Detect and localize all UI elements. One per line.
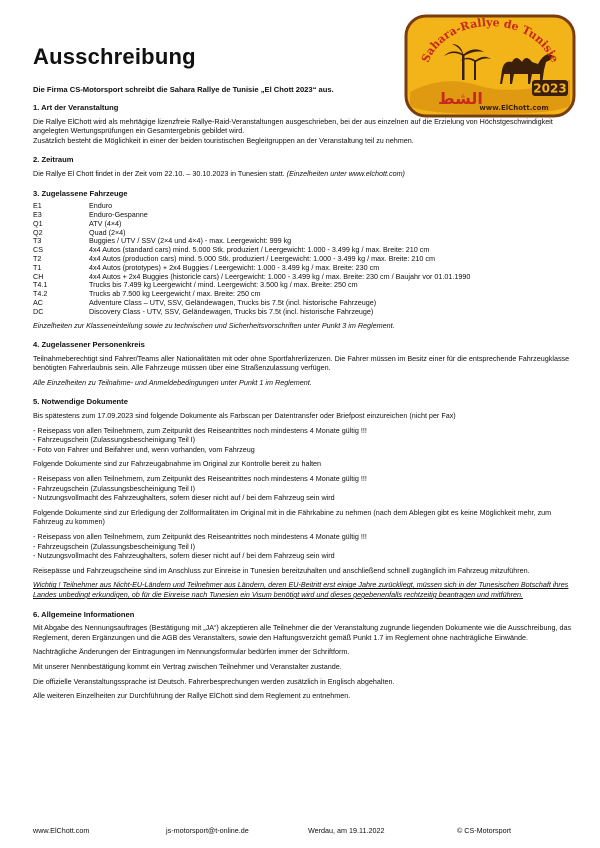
vehicle-class-code: Q2 <box>33 227 43 237</box>
section-heading: 5. Notwendige Dokumente <box>33 397 128 407</box>
s4-note: Alle Einzelheiten zu Teilnahme- und Anmeldebedingungen unter Punkt 1 im Reglement. <box>33 377 312 387</box>
vehicle-class-code: T2 <box>33 253 42 263</box>
s1-paragraph-2: Zusätzlich besteht die Möglichkeit in einer der beiden touristischen Begleitgruppen an der Veranstaltung teil zu nehmen. <box>33 135 414 145</box>
s6-paragraph-1: Mit Abgabe des Nennungsauftrages (Bestätigung mit „JA“) akzeptieren alle Teilnehmer die der Veranstaltung zugrunde liegenden Dokumente wie die Ausschreibung, das Reglement, deren Ergänzungen und die AGB des Veranstalters, sowie den Haftungsverzicht gemäß Punkt 1.7 im Reglement ohne nachträgliche Einwände. <box>33 623 572 642</box>
vehicle-class-code: T4.2 <box>33 289 48 299</box>
document-list-1 <box>33 426 573 455</box>
list-item: - Reisepass von allen Teilnehmern, zum Zeitpunkt des Reiseantrittes noch mindestens 4 Monate gültig !!! <box>33 425 367 435</box>
logo-url: www.ElChott.com <box>479 104 549 112</box>
vehicle-class-description: Adventure Class – UTV, SSV, Geländewagen, Trucks bis 7.5t (incl. historische Fahrzeuge) <box>89 297 377 307</box>
footer-website[interactable]: www.ElChott.com <box>33 826 90 835</box>
document-list-3 <box>33 532 573 561</box>
vehicle-class-code: T3 <box>33 236 42 246</box>
s5-intro: Bis spätestens zum 17.09.2023 sind folgende Dokumente als Farbscan per Datentransfer oder Briefpost einzureichen (nicht per Fax) <box>33 411 456 421</box>
vehicle-class-description: Trucks bis 7.499 kg Leergewicht / mind. Leergewicht: 3.500 kg / max. Breite: 250 cm <box>89 280 358 290</box>
list-item: - Foto von Fahrer und Beifahrer und, wenn vorhanden, vom Fahrzeug <box>33 444 255 454</box>
document-list-2 <box>33 474 573 503</box>
vehicle-class-code: E3 <box>33 209 42 219</box>
vehicle-class-description: Enduro <box>89 201 113 211</box>
vehicle-class-code: DC <box>33 306 44 316</box>
list-item: - Reisepass von allen Teilnehmern, zum Zeitpunkt des Reiseantrittes noch mindestens 4 Monate gültig !!! <box>33 474 367 484</box>
logo-year: 2023 <box>533 81 567 96</box>
vehicle-class-description: 4x4 Autos + 2x4 Buggies (historicle cars) / Leergewicht: 1.000 - 3.499 kg / max. Breite: 230 cm / Baujahr vor 01.01.1990 <box>89 271 471 281</box>
visa-warning: Wichtig ! Teilnehmer aus Nicht-EU-Ländern und Teilnehmer aus Ländern, deren EU-Beitritt erst einige Jahre zurückliegt, müssen sich in der Tunesischen Botschaft ihres Landes unbedingt erkundigen, ob für die Einreise nach Tunesien ein Visum benötigt wird und dieses gegebenenfalls rechtzeitig beantragen und mitführen. <box>33 580 569 599</box>
vehicle-class-description: Quad (2×4) <box>89 227 126 237</box>
vehicle-class-code: CS <box>33 245 43 255</box>
s5-intro-3: Folgende Dokumente sind zur Erledigung der Zollformalitäten im Original mit in die Fährkabine zu nehmen (nach dem Ablegen gibt es keine Möglichkeit mehr, zum Fahrzeug zu kommen) <box>33 507 552 527</box>
s6-paragraph-2: Nachträgliche Änderungen der Eintragungen im Nennungsformular bedürfen immer der Schriftform. <box>33 647 350 657</box>
vehicle-class-description: Discovery Class - UTV, SSV, Geländewagen, Trucks bis 7.5t (incl. historische Fahrzeuge) <box>89 306 374 316</box>
paragraph <box>33 117 573 146</box>
vehicle-class-code: T4.1 <box>33 280 48 290</box>
vehicle-class-description: Enduro-Gespanne <box>89 209 148 219</box>
vehicle-class-description: 4x4 Autos (standard cars) mind. 5.000 Stk. produziert / Leergewicht: 1.000 - 3.499 kg / max. Breite: 210 cm <box>89 245 430 255</box>
section-heading: 1. Art der Veranstaltung <box>33 103 119 112</box>
footer-email[interactable]: js-motorsport@t-online.de <box>166 826 249 835</box>
s6-paragraph-3: Mit unserer Nennbestätigung kommt ein Vertrag zwischen Teilnehmer und Veranstalter zustande. <box>33 661 342 671</box>
s3-note: Einzelheiten zur Klasseneinteilung sowie zu technischen und Sicherheitsvorschriften unter Punkt 3 im Reglement. <box>33 320 395 330</box>
document-body <box>33 103 573 706</box>
s5-paragraph-4: Reisepässe und Fahrzeugscheine sind im Anschluss zur Einreise in Tunesien bereitzuhalten und anschließend schnell zugänglich im Fahrzeug mitzuführen. <box>33 565 530 575</box>
vehicle-class-table <box>33 202 470 316</box>
paragraph <box>33 169 573 179</box>
s4-text: Teilnahmeberechtigt sind Fahrer/Teams aller Nationalitäten mit oder ohne Sportfahrerlizenzen. Die Fahrer müssen im Besitz einer für die entsprechende Fahrzeugklasse benötigten Fahrerlaubnis sein. Alle Fahrzeuge müssen über eine Straßenzulassung verfügen. <box>33 353 570 373</box>
list-item: - Fahrzeugschein (Zulassungsbescheinigung Teil I) <box>33 435 196 445</box>
list-item: - Fahrzeugschein (Zulassungsbescheinigung Teil I) <box>33 483 196 493</box>
list-item: - Fahrzeugschein (Zulassungsbescheinigung Teil I) <box>33 541 196 551</box>
list-item: - Nutzungsvollmacht des Fahrzeughalters, sofern dieser nicht auf / bei dem Fahrzeug sein wird <box>33 493 335 503</box>
section-heading: 6. Allgemeine Informationen <box>33 609 135 619</box>
vehicle-class-code: AC <box>33 297 43 307</box>
vehicle-class-code: CH <box>33 271 44 281</box>
vehicle-class-code: Q1 <box>33 218 43 228</box>
vehicle-class-description: ATV (4×4) <box>89 218 122 228</box>
s2-note: (Einzelheiten unter www.elchott.com) <box>286 168 405 178</box>
footer-copyright: © CS-Motorsport <box>457 826 512 835</box>
s1-paragraph-1: Die Rallye ElChott wird als mehrtägige lizenzfreie Rallye-Raid-Veranstaltungen ausgeschrieben, bei der aus einzelnen auf die Erzielung von Höchstgeschwindigkeit angelegten Wertungsprüfungen ein Gesamtergebnis gebildet wird. <box>33 116 553 136</box>
logo-arabic: الشط <box>438 89 483 108</box>
vehicle-class-code: T1 <box>33 262 42 272</box>
section-heading: 3. Zugelassene Fahrzeuge <box>33 188 128 198</box>
vehicle-class-code: E1 <box>33 201 42 211</box>
section-heading: 4. Zugelassener Personenkreis <box>33 340 145 350</box>
page-title: Ausschreibung <box>33 44 196 69</box>
s6-paragraph-4: Die offizielle Veranstaltungssprache ist Deutsch. Fahrerbesprechungen werden zusätzlich in Englisch abgehalten. <box>33 676 395 686</box>
footer-place-date: Werdau, am 19.11.2022 <box>308 826 385 835</box>
vehicle-class-description: Buggies / UTV / SSV (2×4 und 4×4) - max. Leergewicht: 999 kg <box>89 236 292 246</box>
vehicle-class-description: Trucks ab 7.500 kg Leergewicht / max. Breite: 250 cm <box>89 289 261 299</box>
vehicle-class-row <box>33 308 470 317</box>
vehicle-class-description: 4x4 Autos (production cars) mind. 5.000 Stk. produziert / Leergewicht: 1.000 - 3.499 kg / max. Breite: 210 cm <box>89 253 435 263</box>
s5-intro-2: Folgende Dokumente sind zur Fahrzeugabnahme im Original zur Kontrolle bereit zu halten <box>33 459 322 469</box>
s6-paragraph-5: Alle weiteren Einzelheiten zur Durchführung der Rallye ElChott sind dem Reglement zu entnehmen. <box>33 691 351 701</box>
s2-text: Die Rallye El Chott findet in der Zeit vom 22.10. – 30.10.2023 in Tunesien statt. <box>33 168 287 178</box>
logo-arc-text: Sahara-Rallye de Tunisie <box>418 15 562 65</box>
intro-text: Die Firma CS-Motorsport schreibt die Sahara Rallye de Tunisie „El Chott 2023“ aus. <box>33 85 334 94</box>
list-item: - Nutzungsvollmacht des Fahrzeughalters, sofern dieser nicht auf / bei dem Fahrzeug sein wird <box>33 551 335 561</box>
vehicle-class-description: 4x4 Autos (prototypes) + 2x4 Buggies / Leergewicht: 1.000 - 3.499 kg / max. Breite: 230 cm <box>89 262 380 272</box>
list-item: - Reisepass von allen Teilnehmern, zum Zeitpunkt des Reiseantrittes noch mindestens 4 Monate gültig !!! <box>33 532 367 542</box>
section-heading: 2. Zeitraum <box>33 155 74 165</box>
